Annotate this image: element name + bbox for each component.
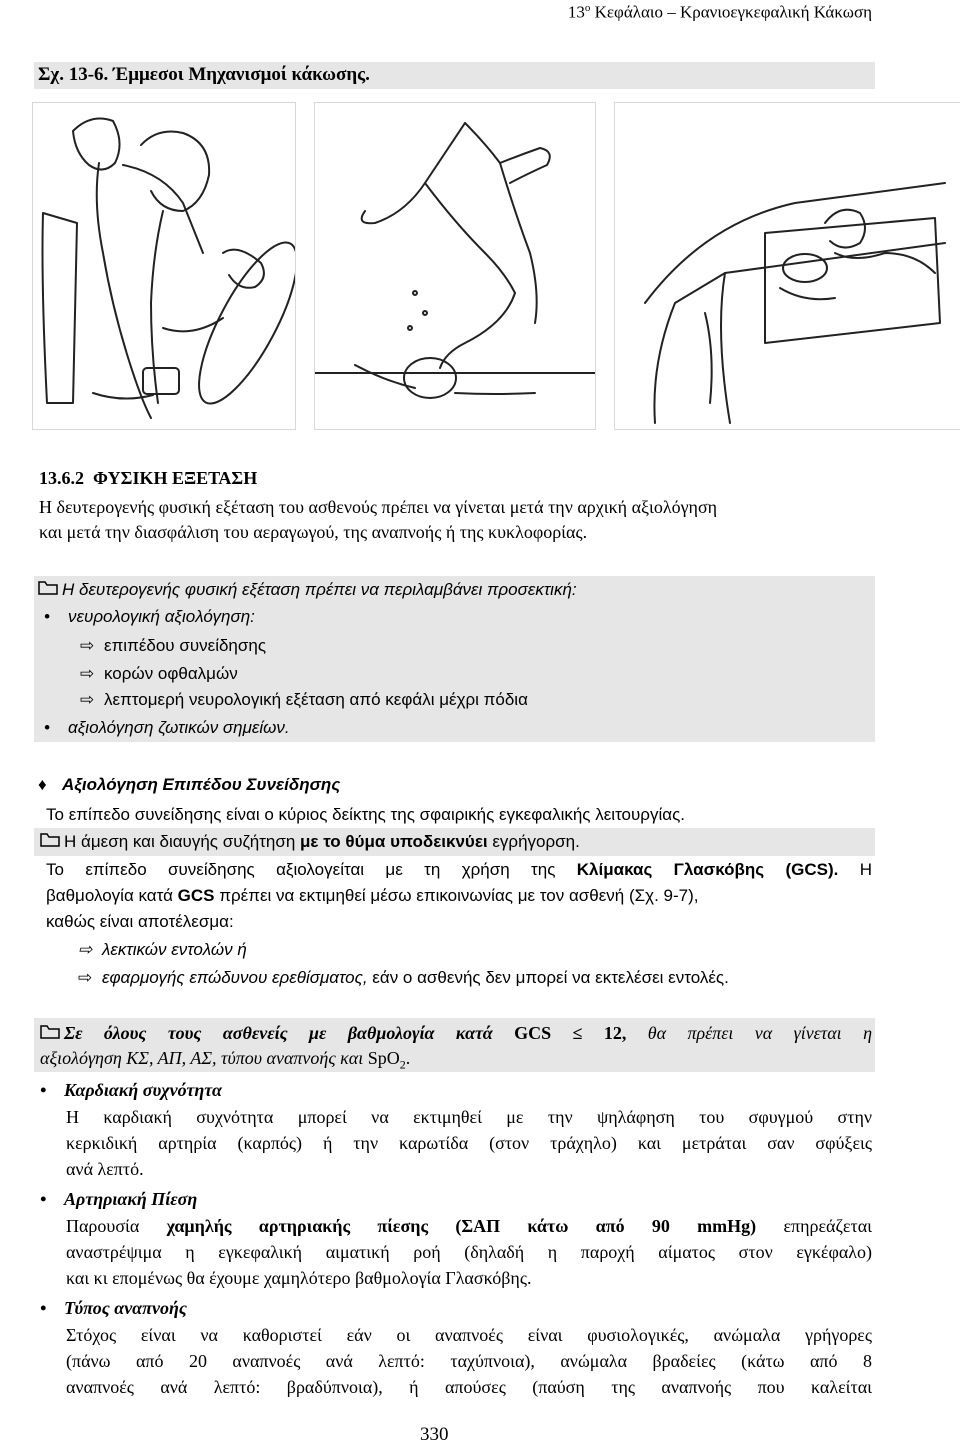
bullet-icon: • — [44, 718, 50, 737]
bullet-icon: • — [40, 1189, 47, 1209]
blood-pressure-line-3: και κι επομένως θα έχουμε χαμηλότερο βαθμολογία Γλασκόβης. — [66, 1268, 532, 1288]
note-bullet-2: • αξιολόγηση ζωτικών σημείων. — [44, 716, 290, 740]
consciousness-line-1: Το επίπεδο συνείδησης είναι ο κύριος δείκτης της σφαιρικής εγκεφαλικής λειτουργίας. — [46, 805, 685, 824]
consciousness-sub-2: ⇨ εφαρμογής επώδυνου ερεθίσματος, εάν ο ασθενής δεν μπορεί να εκτελέσει εντολές. — [78, 966, 729, 990]
note-subitem-1: ⇨ επιπέδου συνείδησης — [80, 634, 266, 658]
breathing-line-1: Στόχος είναι να καθοριστεί εάν οι αναπνοές είναι φυσιολογικές, ανώμαλα γρήγορες — [66, 1325, 872, 1345]
note-subitem-3: ⇨ λεπτομερή νευρολογική εξέταση από κεφάλι μέχρι πόδια — [80, 688, 528, 712]
blood-pressure-line-1: Παρουσία χαμηλής αρτηριακής πίεσης (ΣΑΠ κάτω από 90 mmHg) επηρεάζεται — [66, 1216, 872, 1236]
intro-line-2: και μετά την διασφάλιση του αεραγωγού, της αναπνοής ή της κυκλοφορίας. — [39, 522, 588, 542]
heart-rate-line-2: κερκιδική αρτηρία (καρπός) ή την καρωτίδα (στον τράχηλο) και μετράται σαν σφύξεις — [66, 1133, 872, 1153]
arrow-right-icon: ⇨ — [80, 636, 95, 655]
figure-caption: Σχ. 13-6. Έμμεσοι Μηχανισμοί κάκωσης. — [38, 64, 370, 85]
heart-rate-title: • Καρδιακή συχνότητα — [40, 1080, 222, 1100]
heart-rate-line-1: Η καρδιακή συχνότητα μπορεί να εκτιμηθεί με την ψηλάφηση του σφυγμού στην — [66, 1107, 872, 1127]
consciousness-para-2: βαθμολογία κατά GCS πρέπει να εκτιμηθεί μέσω επικοινωνίας με τον ασθενή (Σχ. 9-7), — [46, 886, 699, 905]
breathing-type-title: • Τύπος αναπνοής — [40, 1298, 187, 1318]
blood-pressure-line-2: αναστρέψιμα η εγκεφαλική αιματική ροή (δηλαδή η παροχή αίματος στον εγκέφαλο) — [66, 1242, 872, 1262]
steering-wheel-impact-image — [32, 102, 296, 430]
gcs-note-line-2: αξιολόγηση ΚΣ, ΑΠ, ΑΣ, τύπου αναπνοής και SpO$_2$. — [40, 1048, 411, 1072]
diamond-icon: ♦ — [38, 775, 47, 794]
blood-pressure-title: • Αρτηριακή Πίεση — [40, 1189, 198, 1209]
page-number: 330 — [420, 1424, 449, 1445]
arrow-right-icon: ⇨ — [80, 690, 95, 709]
fall-on-head-image — [314, 102, 596, 430]
folder-icon — [38, 578, 62, 602]
driver-in-car-image — [614, 102, 960, 430]
arrow-right-icon: ⇨ — [78, 940, 93, 959]
note-box-title-row — [38, 578, 577, 602]
bullet-icon: • — [40, 1298, 47, 1318]
bullet-icon: • — [40, 1080, 47, 1100]
consciousness-note: Η άμεση και διαυγής συζήτηση με το θύμα υποδεικνύει εγρήγορση. — [40, 830, 580, 854]
gcs-note-line-1: Σε όλους τους ασθενείς με βαθμολογία κατά GCS ≤ 12, θα πρέπει να γίνεται η — [40, 1021, 872, 1045]
breathing-line-2: (πάνω από 20 αναπνοές ανά λεπτό: ταχύπνοια), ανώμαλα βραδείες (κάτω από 8 — [66, 1351, 872, 1371]
intro-line-1: Η δευτερογενής φυσική εξέταση του ασθενούς πρέπει να γίνεται μετά την αρχική αξιολόγηση — [39, 497, 718, 517]
note-box-title: Η δευτερογενής φυσική εξέταση πρέπει να περιλαμβάνει προσεκτική: — [62, 580, 577, 599]
note-subitem-2: ⇨ κορών οφθαλμών — [80, 662, 238, 686]
running-header: $13^o$ Κεφάλαιο – Κρανιοεγκεφαλική Κάκωση — [567, 2, 872, 22]
consciousness-heading: ♦ Αξιολόγηση Επιπέδου Συνείδησης — [38, 773, 340, 797]
section-heading: 13.6.2 ΦΥΣΙΚΗ ΕΞΕΤΑΣΗ — [39, 468, 258, 488]
breathing-line-3: αναπνοές ανά λεπτό: βραδύπνοια), ή απούσες (παύση της αναπνοής που καλείται — [66, 1377, 872, 1397]
consciousness-sub-1: ⇨ λεκτικών εντολών ή — [78, 938, 247, 962]
bullet-icon: • — [44, 607, 50, 626]
note-bullet-1: • νευρολογική αξιολόγηση: — [44, 605, 255, 629]
arrow-right-icon: ⇨ — [78, 968, 93, 987]
arrow-right-icon: ⇨ — [80, 664, 95, 683]
folder-icon — [40, 1021, 64, 1045]
folder-icon — [40, 830, 64, 854]
consciousness-para-1: Το επίπεδο συνείδησης αξιολογείται με τη χρήση της Κλίμακας Γλασκόβης (GCS). Η — [46, 860, 872, 879]
heart-rate-line-3: ανά λεπτό. — [66, 1159, 144, 1179]
consciousness-para-3: καθώς είναι αποτέλεσμα: — [46, 912, 234, 931]
